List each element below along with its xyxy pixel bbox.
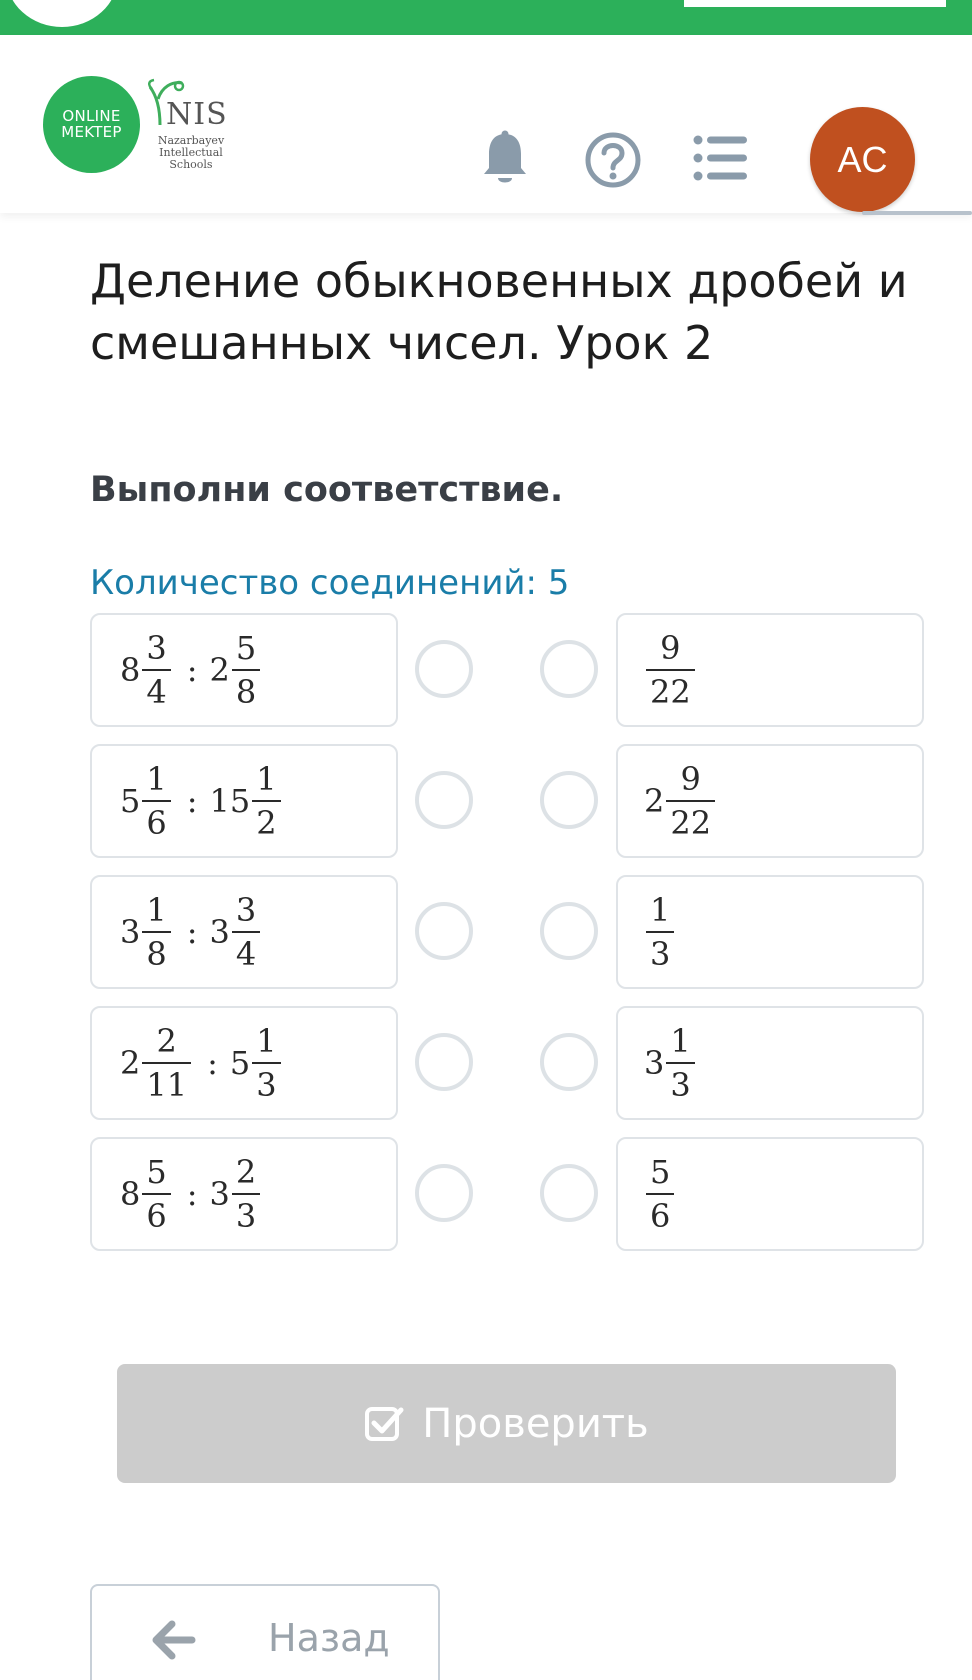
fraction <box>232 1155 260 1233</box>
fraction-bar <box>142 931 170 933</box>
left-expression-card[interactable] <box>90 1006 398 1120</box>
fraction <box>646 1155 674 1233</box>
fraction-denominator: 6 <box>650 1197 671 1235</box>
division-expression <box>120 1018 283 1108</box>
back-button-label: Назад <box>268 1616 390 1660</box>
user-avatar[interactable]: AC <box>810 107 915 212</box>
fraction-bar <box>232 931 260 933</box>
bell-icon[interactable] <box>482 130 528 188</box>
fraction <box>252 1024 280 1102</box>
mixed-number-whole: 3 <box>120 913 141 951</box>
fraction-denominator: 6 <box>146 804 167 842</box>
task-instruction: Выполни соответствие. <box>90 470 564 510</box>
arrow-left-icon <box>152 1620 196 1660</box>
menu-icon[interactable] <box>693 135 747 181</box>
left-connector-radio[interactable] <box>415 1033 473 1091</box>
fraction-denominator: 4 <box>235 935 257 973</box>
fraction <box>142 1024 191 1102</box>
fraction-bar <box>252 800 280 802</box>
fraction <box>142 893 170 971</box>
answer-value <box>644 1018 697 1108</box>
answer-value <box>644 1149 676 1239</box>
left-expression-card[interactable] <box>90 875 398 989</box>
fraction-bar <box>232 1193 260 1195</box>
mixed-number-whole: 3 <box>644 1044 665 1082</box>
fraction-denominator: 3 <box>670 1066 691 1104</box>
fraction-numerator: 1 <box>670 1022 691 1060</box>
mixed-number-whole: 3 <box>209 1175 230 1213</box>
logo-line-2: MEKTEP <box>61 123 122 141</box>
division-sign: : <box>186 1175 198 1213</box>
fraction <box>142 1155 170 1233</box>
fraction-numerator: 9 <box>660 629 681 667</box>
fraction <box>142 762 170 840</box>
right-connector-radio[interactable] <box>540 771 598 829</box>
division-sign: : <box>186 782 198 820</box>
fraction-bar <box>142 1193 170 1195</box>
nis-logo <box>146 77 236 177</box>
mixed-number-whole: 8 <box>120 651 141 689</box>
site-header <box>0 35 972 213</box>
fraction-numerator: 5 <box>650 1153 671 1191</box>
mixed-number-whole: 3 <box>209 913 230 951</box>
right-answer-card[interactable] <box>616 1006 924 1120</box>
help-icon[interactable] <box>584 131 642 189</box>
division-sign: : <box>207 1044 218 1082</box>
nis-subtitle <box>146 135 236 171</box>
fraction <box>232 631 260 709</box>
nis-subtitle-line: Nazarbayev <box>157 134 225 147</box>
fraction-denominator: 8 <box>146 935 167 973</box>
fraction <box>666 762 715 840</box>
mixed-number-whole: 5 <box>229 1044 251 1082</box>
fraction-bar <box>666 1062 694 1064</box>
header-edge-decoration <box>862 211 972 215</box>
nis-subtitle-line: Schools <box>169 158 213 171</box>
fraction-denominator: 22 <box>670 804 712 842</box>
mixed-number-whole: 15 <box>209 782 251 820</box>
fraction-numerator: 1 <box>650 891 671 929</box>
fraction <box>142 631 170 709</box>
fraction-bar <box>142 1062 191 1064</box>
fraction-denominator: 2 <box>256 804 277 842</box>
fraction-bar <box>232 669 260 671</box>
fraction-bar <box>142 800 170 802</box>
fraction-denominator: 22 <box>650 673 691 711</box>
left-expression-card[interactable] <box>90 613 398 727</box>
fraction-bar <box>142 669 170 671</box>
mixed-number-whole: 5 <box>120 782 141 820</box>
connections-count: Количество соединений: 5 <box>90 563 570 603</box>
fraction <box>232 893 260 971</box>
fraction-bar <box>252 1062 280 1064</box>
fraction-denominator: 3 <box>256 1066 277 1104</box>
answer-value <box>644 625 697 715</box>
division-expression <box>120 887 262 977</box>
division-expression <box>120 756 283 846</box>
fraction <box>252 762 280 840</box>
right-answer-card[interactable] <box>616 875 924 989</box>
fraction-numerator: 1 <box>146 891 167 929</box>
fraction-bar <box>646 1193 674 1195</box>
right-connector-radio[interactable] <box>540 1033 598 1091</box>
right-connector-radio[interactable] <box>540 902 598 960</box>
left-connector-radio[interactable] <box>415 1164 473 1222</box>
division-sign: : <box>186 651 198 689</box>
check-button-label: Проверить <box>422 1400 649 1447</box>
fraction-numerator: 5 <box>235 629 257 667</box>
check-button[interactable] <box>117 1364 896 1483</box>
logo-line-1: ONLINE <box>62 107 121 125</box>
division-expression <box>120 625 262 715</box>
fraction-numerator: 1 <box>256 1022 277 1060</box>
top-right-bar <box>684 0 946 7</box>
fraction-bar <box>646 931 674 933</box>
online-mektep-logo[interactable] <box>43 76 140 173</box>
division-sign: : <box>186 913 198 951</box>
fraction-numerator: 5 <box>146 1153 167 1191</box>
fraction <box>646 631 695 709</box>
fraction-bar <box>666 800 715 802</box>
top-left-circle <box>6 0 118 27</box>
fraction-numerator: 1 <box>256 760 277 798</box>
left-expression-card[interactable] <box>90 744 398 858</box>
left-connector-radio[interactable] <box>415 902 473 960</box>
fraction-numerator: 2 <box>235 1153 257 1191</box>
left-expression-card[interactable] <box>90 1137 398 1251</box>
fraction-numerator: 2 <box>156 1022 177 1060</box>
fraction-denominator: 6 <box>146 1197 167 1235</box>
left-connector-radio[interactable] <box>415 771 473 829</box>
left-connector-radio[interactable] <box>415 640 473 698</box>
mixed-number-whole: 8 <box>120 1175 141 1213</box>
fraction-denominator: 11 <box>146 1066 188 1104</box>
fraction-denominator: 3 <box>650 935 671 973</box>
fraction-bar <box>646 669 695 671</box>
right-answer-card[interactable] <box>616 613 924 727</box>
fraction-numerator: 9 <box>680 760 701 798</box>
page-title: Деление обыкновенных дробей и смешанных чисел. Урок 2 <box>90 254 908 370</box>
nis-mark: NIS <box>166 97 228 132</box>
answer-value <box>644 756 717 846</box>
fraction <box>666 1024 694 1102</box>
fraction-numerator: 1 <box>146 760 167 798</box>
right-connector-radio[interactable] <box>540 640 598 698</box>
mixed-number-whole: 2 <box>120 1044 141 1082</box>
fraction-numerator: 3 <box>235 891 257 929</box>
back-button[interactable] <box>90 1584 440 1680</box>
right-answer-card[interactable] <box>616 744 924 858</box>
top-app-bar <box>0 0 972 35</box>
answer-value <box>644 887 676 977</box>
mixed-number-whole: 2 <box>644 782 665 820</box>
fraction <box>646 893 674 971</box>
fraction-denominator: 8 <box>235 673 257 711</box>
mixed-number-whole: 2 <box>209 651 230 689</box>
fraction-denominator: 4 <box>146 673 167 711</box>
division-expression <box>120 1149 262 1239</box>
checkbox-checked-icon <box>364 1404 404 1444</box>
nis-subtitle-line: Intellectual <box>159 146 223 159</box>
right-connector-radio[interactable] <box>540 1164 598 1222</box>
fraction-denominator: 3 <box>235 1197 257 1235</box>
fraction-numerator: 3 <box>146 629 167 667</box>
right-answer-card[interactable] <box>616 1137 924 1251</box>
